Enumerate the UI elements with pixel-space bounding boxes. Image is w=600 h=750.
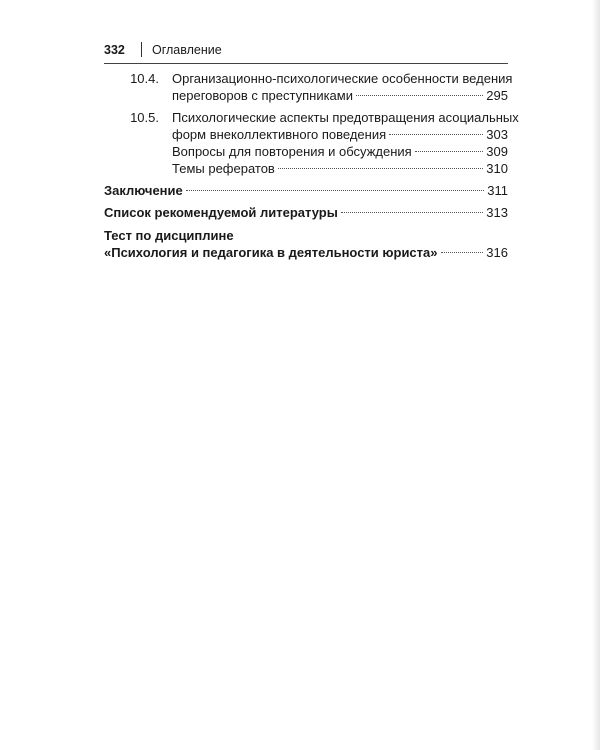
toc-entry-title: Заключение xyxy=(104,183,183,198)
dot-leader xyxy=(389,134,483,135)
toc-page-number: 295 xyxy=(486,88,508,103)
toc-entry-topics xyxy=(104,160,508,178)
toc-entry-title: Темы рефератов xyxy=(172,161,275,176)
toc-entry-test-line1 xyxy=(104,227,508,245)
header-rule xyxy=(104,63,508,64)
section-number: 10.5. xyxy=(130,110,159,125)
toc-entry-10-4-line2 xyxy=(104,87,508,105)
dot-leader xyxy=(356,95,483,96)
toc-page-number: 310 xyxy=(486,161,508,176)
toc-entry-title: переговоров с преступниками xyxy=(172,88,353,103)
page-edge-shadow xyxy=(592,0,600,750)
toc-entry-10-5-line2 xyxy=(104,126,508,144)
toc-page-number: 316 xyxy=(486,245,508,260)
toc-entry-title: Психологические аспекты предотвращения асоциальных xyxy=(172,110,519,125)
section-number: 10.4. xyxy=(130,71,159,86)
toc-entry-title: Вопросы для повторения и обсуждения xyxy=(172,144,412,159)
toc-entry-10-4-line1 xyxy=(104,70,513,88)
toc-page-number: 303 xyxy=(486,127,508,142)
toc-entry-title: Организационно-психологические особенности ведения xyxy=(172,71,513,86)
header-separator xyxy=(141,42,142,57)
toc-page-number: 311 xyxy=(487,183,508,198)
header-title: Оглавление xyxy=(152,43,222,57)
toc-entry-literature xyxy=(104,204,508,222)
dot-leader xyxy=(341,212,483,213)
toc-entry-10-5-line1 xyxy=(104,109,519,127)
toc-entry-title: Список рекомендуемой литературы xyxy=(104,205,338,220)
toc-page-number: 313 xyxy=(486,205,508,220)
page-number: 332 xyxy=(104,43,125,57)
toc-entry-title: форм внеколлективного поведения xyxy=(172,127,387,142)
toc-entry-test-line2 xyxy=(104,244,508,262)
toc-entry-title: «Психология и педагогика в деятельности юриста» xyxy=(104,245,438,260)
dot-leader xyxy=(441,252,484,253)
dot-leader xyxy=(415,151,484,152)
toc-entry-conclusion xyxy=(104,182,508,200)
dot-leader xyxy=(278,168,483,169)
toc-entry-questions xyxy=(104,143,508,161)
running-header xyxy=(104,43,508,61)
toc-entry-title: Тест по дисциплине xyxy=(104,228,234,243)
dot-leader xyxy=(186,190,485,191)
toc-page-number: 309 xyxy=(486,144,508,159)
